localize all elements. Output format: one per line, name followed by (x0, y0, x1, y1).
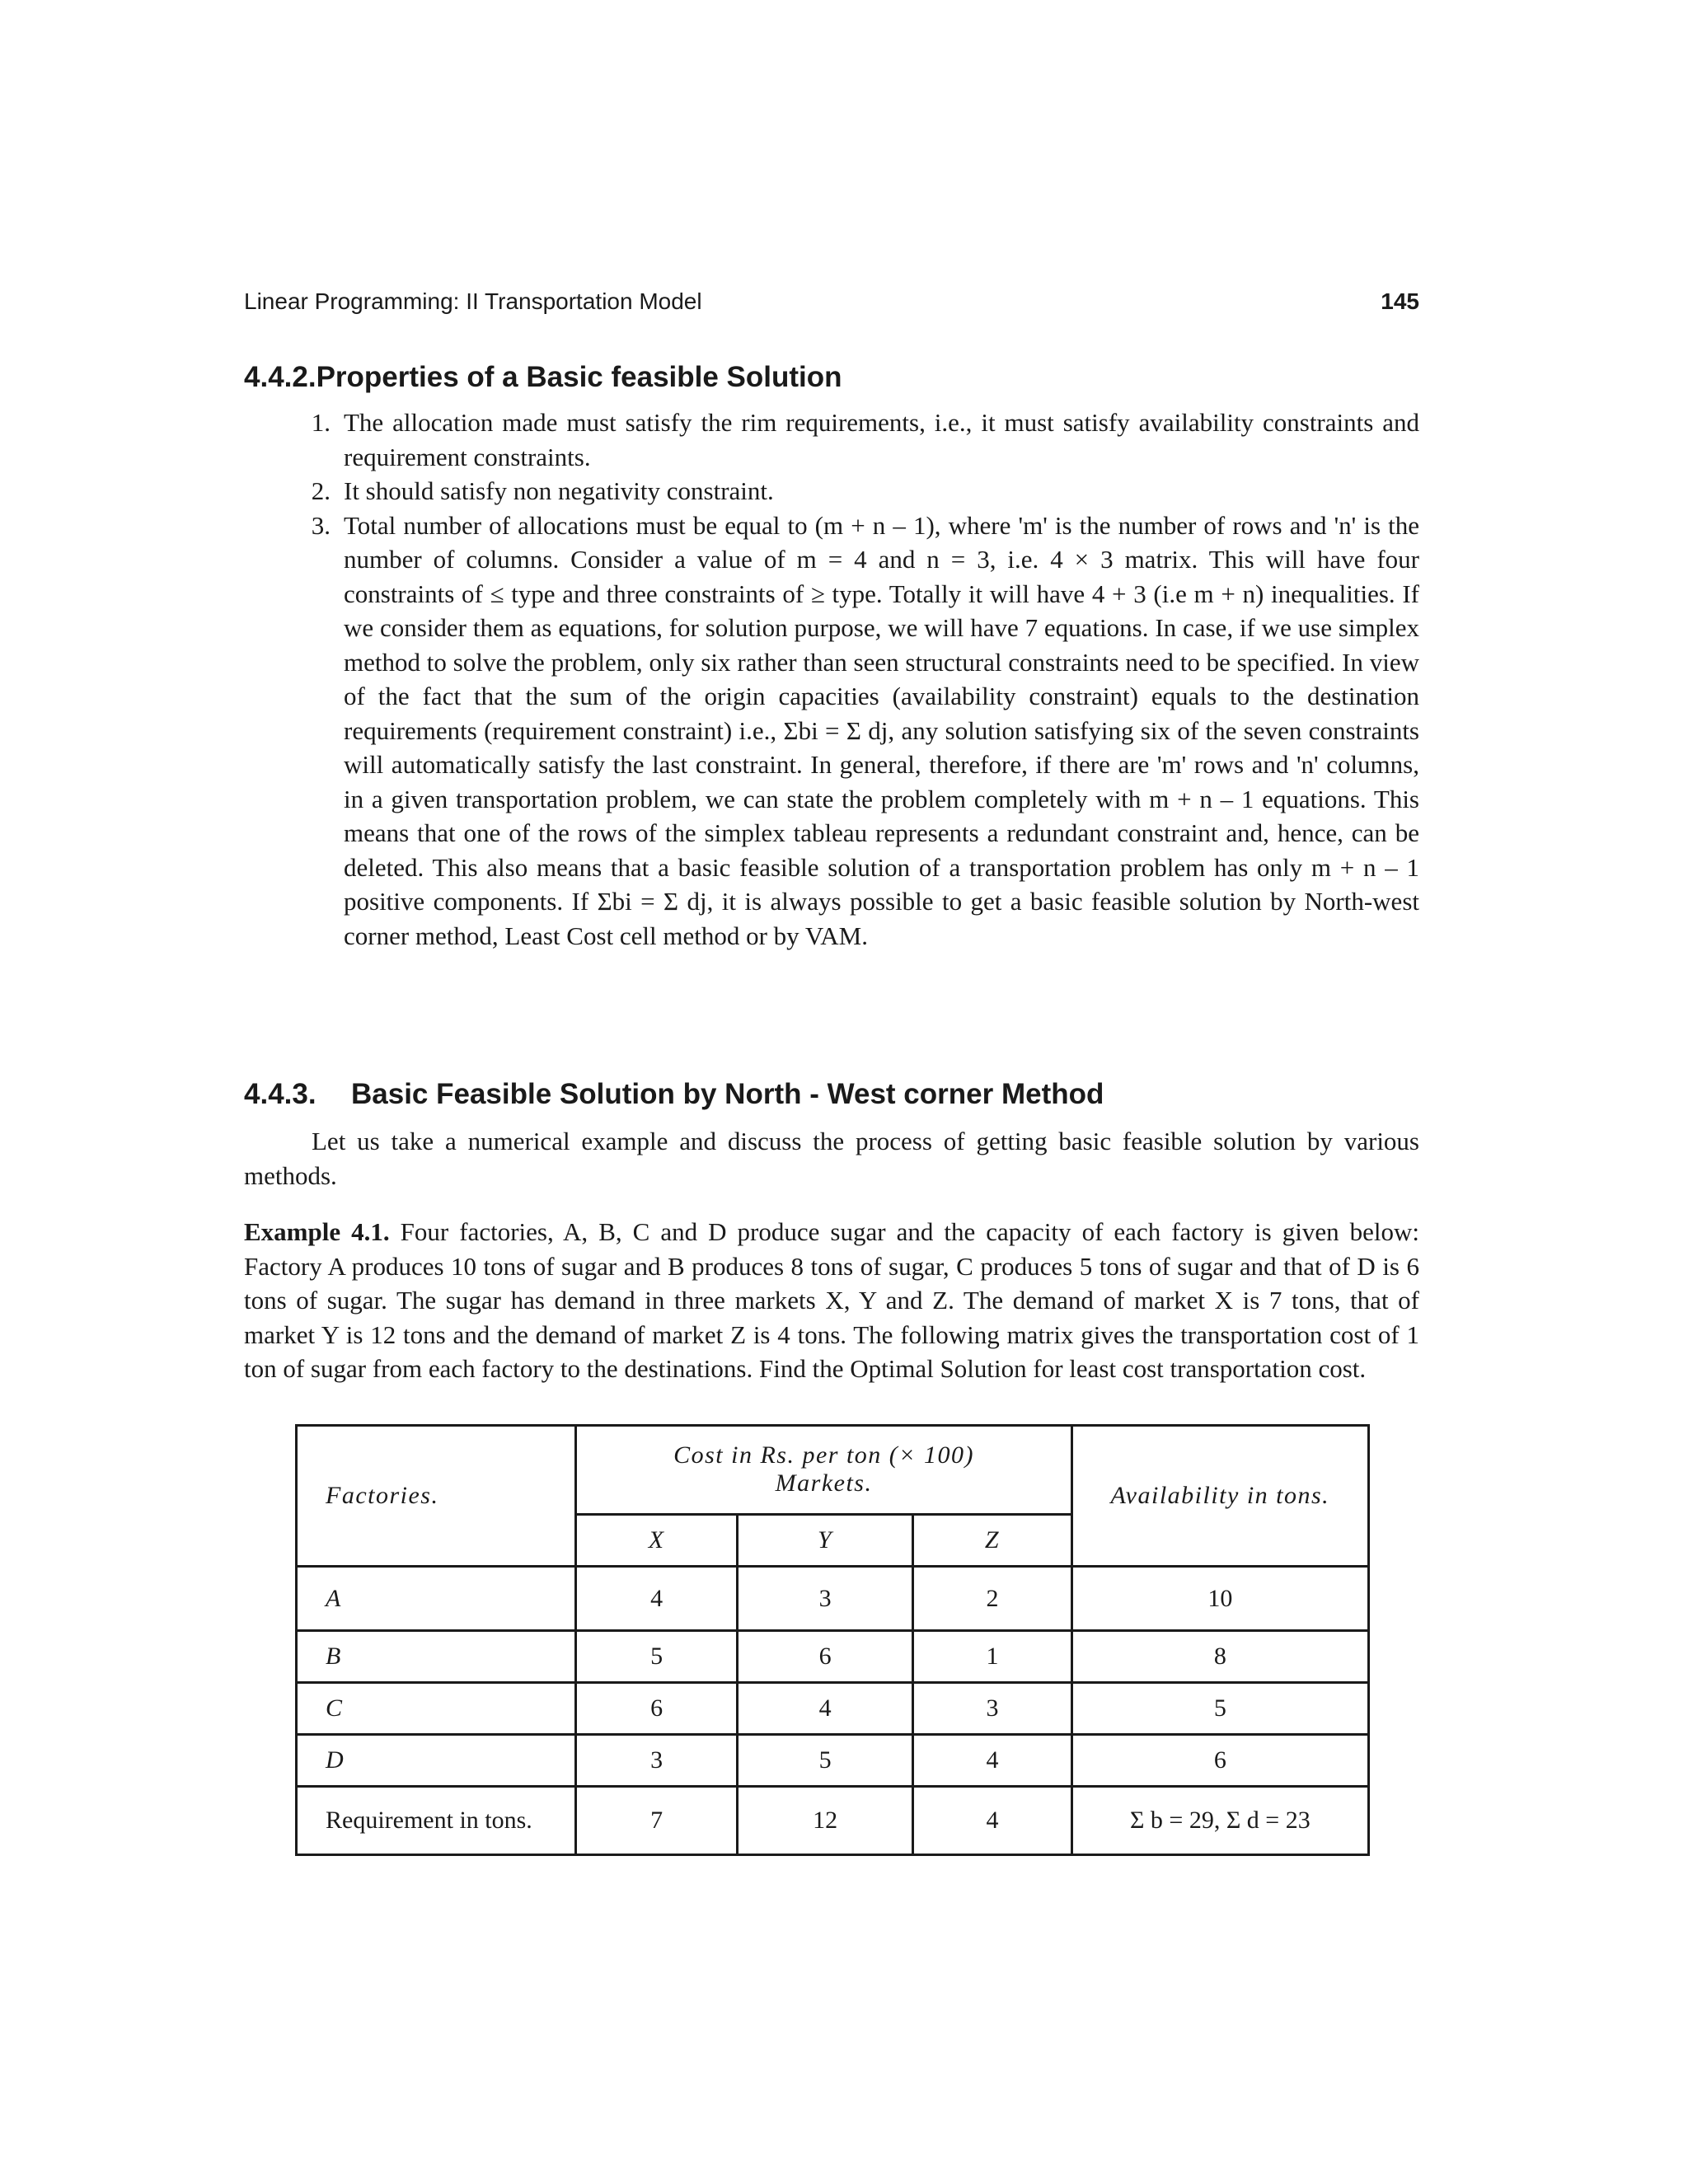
cost-cell: 4 (576, 1566, 737, 1630)
requirement-label: Requirement in tons. (297, 1787, 576, 1855)
cost-cell: 3 (576, 1735, 737, 1787)
intro-paragraph: Let us take a numerical example and discuss the process of getting basic feasible solution by various methods. (244, 1127, 1419, 1190)
list-item (298, 474, 1419, 509)
availability-cell: 6 (1071, 1735, 1368, 1787)
list-item-number: 1. (311, 408, 331, 437)
cost-cell: 1 (913, 1631, 1071, 1682)
markets-label: Markets. (775, 1469, 873, 1497)
cost-cell: 5 (737, 1735, 912, 1787)
factory-label: C (297, 1682, 576, 1734)
section-heading-4-4-2 (244, 359, 842, 396)
page-number: 145 (1381, 288, 1419, 314)
table-row (297, 1566, 1369, 1630)
example-text: Four factories, A, B, C and D produce sugar and the capacity of each factory is given below: Factory A produces 10 tons of sugar and B produces 8 tons of sugar, C produces 5 tons of sugar and that of D is 6 tons of sugar. The sugar has demand in three markets X, Y and Z. The demand of market X is 7 tons, that of market Y is 12 tons and the demand of market Z is 4 tons. The following matrix gives the transportation cost of 1 ton of sugar from each factory to the destinations. Find the Optimal Solution for least cost transportation cost. (244, 1217, 1419, 1383)
requirement-row (297, 1787, 1369, 1855)
list-item-text: The allocation made must satisfy the rim requirements, i.e., it must satisfy availability constraints and requirement constraints. (344, 408, 1419, 471)
list-item-number: 3. (311, 510, 331, 540)
availability-header: Availability in tons. (1071, 1426, 1368, 1567)
requirement-cell: 4 (913, 1787, 1071, 1855)
example-paragraph (244, 1215, 1419, 1386)
section-title: Basic Feasible Solution by North - West corner Method (351, 1078, 1104, 1110)
table-header-row (297, 1426, 1369, 1515)
section-heading-4-4-3 (244, 1076, 1104, 1113)
cost-cell: 6 (737, 1631, 912, 1682)
availability-cell: 8 (1071, 1631, 1368, 1682)
factory-label: A (297, 1566, 576, 1630)
factory-label: B (297, 1631, 576, 1682)
cost-cell: 3 (913, 1682, 1071, 1734)
example-label: Example 4.1. (244, 1217, 390, 1246)
column-header-y: Y (737, 1514, 912, 1566)
availability-cell: 5 (1071, 1682, 1368, 1734)
section-number: 4.4.3. (244, 1078, 316, 1110)
cost-cell: 6 (576, 1682, 737, 1734)
running-header (244, 288, 1419, 321)
totals-cell: Σ b = 29, Σ d = 23 (1071, 1787, 1368, 1855)
list-item-text: Total number of allocations must be equal to (m + n – 1), where 'm' is the number of rows and 'n' is the number of columns. Consider a value of m = 4 and n = 3, i.e. 4 × 3 matrix. This will have four constraints of ≤ type and three constraints of ≥ type. Totally it will have 4 + 3 (i.e m + n) inequalities. If we consider them as equations, for solution purpose, we will have 7 equations. In case, if we use simplex method to solve the problem, only six rather than seen structural constraints need to be specified. In view of the fact that the sum of the origin capacities (availability constraint) equals to the destination requirements (requirement constraint) i.e., Σbi = Σ dj, any solution satisfying six of the seven constraints will automatically satisfy the last constraint. In general, therefore, if there are 'm' rows and 'n' columns, in a given transportation problem, we can state the problem completely with m + n – 1 equations. This means that one of the rows of the simplex tableau represents a redundant constraint and, hence, can be deleted. This also means that a basic feasible solution of a transportation problem has only m + n – 1 positive components. If Σbi = Σ dj, it is always possible to get a basic feasible solution by North-west corner method, Least Cost cell method or by VAM. (344, 510, 1419, 950)
cost-cell: 3 (737, 1566, 912, 1630)
table-row (297, 1631, 1369, 1682)
section-number: 4.4.2. (244, 361, 316, 393)
cost-cell: 4 (737, 1682, 912, 1734)
properties-list (298, 405, 1419, 953)
column-header-z: Z (913, 1514, 1071, 1566)
page (244, 0, 1419, 2184)
running-title: Linear Programming: II Transportation Model (244, 288, 702, 314)
table-row (297, 1682, 1369, 1734)
section-title: Properties of a Basic feasible Solution (316, 361, 842, 393)
factory-label: D (297, 1735, 576, 1787)
cost-header-title: Cost in Rs. per ton (× 100) (673, 1441, 975, 1469)
cost-header (576, 1426, 1071, 1515)
corner-header: Factories. (297, 1426, 576, 1567)
cost-cell: 5 (576, 1631, 737, 1682)
cost-cell: 4 (913, 1735, 1071, 1787)
list-item (298, 509, 1419, 954)
list-item-text: It should satisfy non negativity constraint. (344, 476, 774, 505)
requirement-cell: 7 (576, 1787, 737, 1855)
cost-cell: 2 (913, 1566, 1071, 1630)
column-header-x: X (576, 1514, 737, 1566)
requirement-cell: 12 (737, 1787, 912, 1855)
availability-cell: 10 (1071, 1566, 1368, 1630)
list-item (298, 405, 1419, 474)
cost-matrix-table (295, 1424, 1370, 1856)
table-row (297, 1735, 1369, 1787)
list-item-number: 2. (311, 476, 331, 505)
